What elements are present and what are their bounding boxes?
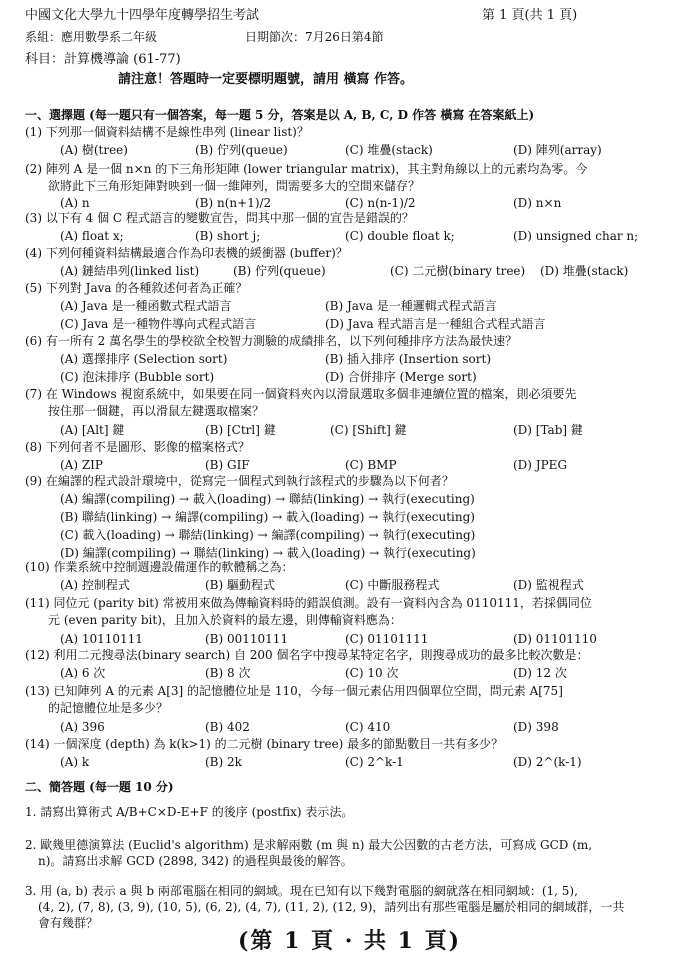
answer-option: (D) 監視程式 bbox=[513, 578, 584, 592]
answer-option: (C) [Shift] 鍵 bbox=[330, 423, 407, 437]
answer-option: (A) 6 次 bbox=[60, 666, 106, 680]
question-stem: (10) 作業系統中控制週邊設備運作的軟體稱之為： bbox=[25, 560, 294, 574]
answer-option: (C) 10 次 bbox=[345, 666, 399, 680]
question-stem-continued: 欲將此下三角形矩陣對映到一個一維陣列，問需要多大的空間來儲存？ bbox=[48, 179, 421, 193]
question-stem-continued: 元 (even parity bit)，且加入於資料的最左邊，則傳輸資料應為： bbox=[48, 613, 402, 627]
answer-option: (C) 410 bbox=[345, 720, 391, 734]
answer-option: (C) 01101111 bbox=[345, 632, 429, 646]
answer-option: (A) ZIP bbox=[60, 458, 103, 472]
question-stem: (3) 以下有 4 個 C 程式語言的變數宣告，問其中那一個的宣告是錯誤的？ bbox=[25, 211, 414, 225]
question-stem: (12) 利用二元搜尋法(binary search) 自 200 個名字中搜尋某特定名字，則搜尋成功的最多比較次數是： bbox=[25, 648, 589, 662]
answer-option: (C) 泡沫排序 (Bubble sort) bbox=[60, 370, 215, 384]
answer-option: (D) 398 bbox=[513, 720, 559, 734]
question-stem: (13) 已知陣列 A 的元素 A[3] 的記憶體位址是 110，今每一個元素佔用四個單位空間，問元素 A[75] bbox=[25, 684, 563, 698]
section-multiple-choice-title: 一、選擇題 (每一題只有一個答案，每一題 5 分，答案是以 A, B, C, D 作答 橫寫 在答案紙上) bbox=[25, 108, 535, 122]
question-stem: (5) 下列對 Java 的各種敘述何者為正確？ bbox=[25, 281, 248, 295]
question-stem: (2) 陣列 A 是一個 n×n 的下三角形矩陣 (lower triangular matrix)，其主對角線以上的元素均為零。今 bbox=[25, 162, 588, 176]
answer-option: (C) 中斷服務程式 bbox=[345, 578, 440, 592]
short-answer-2-line1: 2. 歐幾里德演算法 (Euclid's algorithm) 是求解兩數 (m 與 n) 最大公因數的古老方法，可寫成 GCD (m, bbox=[25, 838, 593, 852]
answer-option: (C) 二元樹(binary tree) bbox=[390, 264, 526, 278]
question-stem-continued: 的記憶體位址是多少？ bbox=[48, 701, 169, 715]
question-stem: (14) 一個深度 (depth) 為 k(k>1) 的二元樹 (binary tree) 最多的節點數目一共有多少？ bbox=[25, 737, 504, 751]
answer-option: (B) 402 bbox=[205, 720, 250, 734]
short-answer-2-line2: n)。請寫出求解 GCD (2898, 342) 的過程與最後的解答。 bbox=[38, 854, 353, 868]
answer-option: (B) 佇列(queue) bbox=[233, 264, 326, 278]
answer-option: (D) n×n bbox=[513, 196, 562, 210]
answer-option: (A) float x; bbox=[60, 229, 124, 243]
answer-option: (D) JPEG bbox=[513, 458, 568, 472]
answer-option: (A) k bbox=[60, 755, 90, 769]
answer-option: (A) 控制程式 bbox=[60, 578, 130, 592]
answer-option: (B) 聯結(linking) → 編譯(compiling) → 載入(loading) → 執行(executing) bbox=[60, 510, 475, 524]
schedule-label: 日期節次：7月26日第4節 bbox=[245, 30, 384, 44]
answer-option: (D) Java 程式語言是一種組合式程式語言 bbox=[325, 317, 546, 331]
answer-option: (A) [Alt] 鍵 bbox=[60, 423, 125, 437]
question-stem: (11) 同位元 (parity bit) 常被用來做為傳輸資料時的錯誤偵測。設有一資料內含為 0110111，若採偶同位 bbox=[25, 596, 592, 610]
answer-option: (B) short j; bbox=[195, 229, 261, 243]
answer-option: (B) 8 次 bbox=[205, 666, 251, 680]
page-footer: (第 1 頁 · 共 1 頁) bbox=[238, 928, 462, 954]
question-stem: (6) 有一所有 2 萬名學生的學校欲全校智力測驗的成績排名，以下列何種排序方法為最快速？ bbox=[25, 334, 518, 348]
question-stem: (8) 下列何者不是圖形、影像的檔案格式？ bbox=[25, 440, 250, 454]
short-answer-3-line2: (4, 2), (7, 8), (3, 9), (10, 5), (6, 2), (4, 7), (11, 2), (12, 9)，請列出有那些電腦是屬於相同的網域群，一共 bbox=[38, 900, 625, 914]
answer-option: (D) 合併排序 (Merge sort) bbox=[325, 370, 477, 384]
answer-option: (B) GIF bbox=[205, 458, 250, 472]
answer-option: (C) BMP bbox=[345, 458, 397, 472]
short-answer-3-line3: 會有幾群？ bbox=[38, 916, 99, 930]
answer-option: (B) 插入排序 (Insertion sort) bbox=[325, 352, 492, 366]
department-label: 系組：應用數學系二年級 bbox=[25, 30, 158, 44]
answer-option: (C) 2^k-1 bbox=[345, 755, 404, 769]
answer-option: (D) 12 次 bbox=[513, 666, 567, 680]
answer-option: (D) 編譯(compiling) → 聯結(linking) → 載入(loading) → 執行(executing) bbox=[60, 546, 476, 560]
answer-option: (D) 01101110 bbox=[513, 632, 597, 646]
question-stem: (9) 在編譯的程式設計環境中，從寫完一個程式到執行該程式的步驟為以下何者？ bbox=[25, 474, 454, 488]
answer-option: (A) 選擇排序 (Selection sort) bbox=[60, 352, 228, 366]
answer-option: (C) 載入(loading) → 聯結(linking) → 編譯(compiling) → 執行(executing) bbox=[60, 528, 476, 542]
answer-option: (D) [Tab] 鍵 bbox=[513, 423, 583, 437]
answer-notice: 請注意！答題時一定要標明題號，請用 橫寫 作答。 bbox=[118, 72, 414, 87]
question-stem: (1) 下列那一個資料結構不是線性串列 (linear list)？ bbox=[25, 125, 309, 139]
subject-label: 科目：計算機導論 (61-77) bbox=[25, 52, 181, 67]
question-stem-continued: 按住那一個鍵，再以滑鼠左鍵選取檔案？ bbox=[48, 404, 265, 418]
answer-option: (A) 樹(tree) bbox=[60, 143, 128, 157]
answer-option: (B) 2k bbox=[205, 755, 242, 769]
answer-option: (D) 2^(k-1) bbox=[513, 755, 582, 769]
answer-option: (D) 陣列(array) bbox=[513, 143, 602, 157]
answer-option: (C) Java 是一種物件導向式程式語言 bbox=[60, 317, 257, 331]
section-short-answer-title: 二、簡答題 (每一題 10 分) bbox=[25, 780, 174, 794]
answer-option: (B) 驅動程式 bbox=[205, 578, 275, 592]
answer-option: (A) n bbox=[60, 196, 90, 210]
answer-option: (B) 00110111 bbox=[205, 632, 289, 646]
question-stem: (7) 在 Windows 視窗系統中，如果要在同一個資料夾內以滑鼠選取多個非連續位置的檔案，則必須要先 bbox=[25, 387, 577, 401]
page-indicator: 第 1 頁(共 1 頁) bbox=[482, 8, 578, 23]
question-stem: (4) 下列何種資料結構最適合作為印表機的緩衝器 (buffer)？ bbox=[25, 246, 348, 260]
short-answer-3-line1: 3. 用 (a, b) 表示 a 與 b 兩部電腦在相同的網域。現在已知有以下幾對電腦的網就落在相同網域：(1, 5), bbox=[25, 884, 578, 898]
answer-option: (A) 鏈結串列(linked list) bbox=[60, 264, 200, 278]
answer-option: (A) Java 是一種函數式程式語言 bbox=[60, 299, 232, 313]
answer-option: (B) [Ctrl] 鍵 bbox=[205, 423, 276, 437]
answer-option: (A) 10110111 bbox=[60, 632, 143, 646]
answer-option: (B) n(n+1)/2 bbox=[195, 196, 272, 210]
answer-option: (B) Java 是一種邏輯式程式語言 bbox=[325, 299, 497, 313]
answer-option: (A) 編譯(compiling) → 載入(loading) → 聯結(linking) → 執行(executing) bbox=[60, 492, 475, 506]
answer-option: (C) 堆疊(stack) bbox=[345, 143, 433, 157]
answer-option: (B) 佇列(queue) bbox=[195, 143, 288, 157]
school-exam-title: 中國文化大學九十四學年度轉學招生考試 bbox=[25, 8, 260, 23]
answer-option: (C) double float k; bbox=[345, 229, 455, 243]
answer-option: (D) 堆疊(stack) bbox=[540, 264, 629, 278]
answer-option: (D) unsigned char n; bbox=[513, 229, 639, 243]
answer-option: (C) n(n-1)/2 bbox=[345, 196, 416, 210]
answer-option: (A) 396 bbox=[60, 720, 105, 734]
short-answer-1: 1. 請寫出算術式 A/B+C×D-E+F 的後序 (postfix) 表示法。 bbox=[25, 805, 354, 819]
